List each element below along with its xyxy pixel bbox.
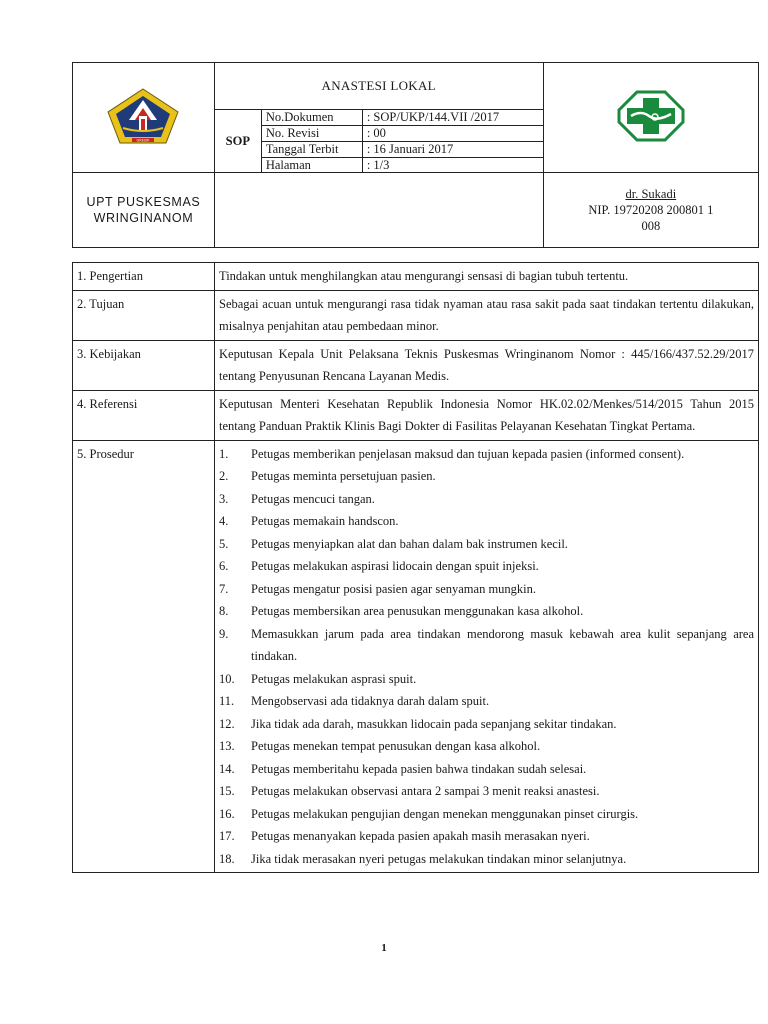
gresik-crest-icon xyxy=(105,86,181,146)
document-title: ANASTESI LOKAL xyxy=(214,63,543,110)
step-number: 5. xyxy=(219,536,229,551)
sop-meta-cell xyxy=(214,110,543,173)
section-text: Tindakan untuk menghilangkan atau mengurangi sensasi di bagian tubuh tertentu. xyxy=(215,263,759,291)
step-number: 12. xyxy=(219,716,235,731)
section-row-kebijakan xyxy=(73,340,759,390)
step-number: 13. xyxy=(219,739,235,753)
section-label: 5. Prosedur xyxy=(73,440,215,873)
signer-name: dr. Sukadi xyxy=(625,187,677,201)
section-text: Keputusan Kepala Unit Pelaksana Teknis Puskesmas Wringinanom Nomor : 445/166/437.52.29/2017 tentang Penyusunan Rencana Layanan Medis. xyxy=(215,340,759,390)
procedure-step xyxy=(219,668,754,691)
step-number: 9. xyxy=(219,626,229,641)
procedure-step xyxy=(219,488,754,511)
meta-row-dokumen xyxy=(261,110,544,126)
section-text: Keputusan Menteri Kesehatan Republik Indonesia Nomor HK.02.02/Menkes/514/2015 Tahun 2015 tentang Panduan Praktik Klinis Bagi Dokter di Fasilitas Pelayanan Kesehatan Tingkat Pertama. xyxy=(215,390,759,440)
meta-value: : 1/3 xyxy=(362,158,544,174)
meta-key: Halaman xyxy=(261,158,362,174)
step-text: Petugas memberikan penjelasan maksud dan tujuan kepada pasien (informed consent). xyxy=(251,446,685,461)
sop-header-table xyxy=(72,62,759,248)
meta-value: : 16 Januari 2017 xyxy=(362,142,544,158)
step-number: 3. xyxy=(219,491,229,506)
meta-row-halaman xyxy=(261,158,544,174)
step-number: 8. xyxy=(219,604,229,618)
step-number: 14. xyxy=(219,761,235,776)
step-number: 4. xyxy=(219,514,229,528)
procedure-step xyxy=(219,758,754,781)
step-number: 16. xyxy=(219,806,235,821)
procedure-cell xyxy=(215,440,759,873)
page-number: 1 xyxy=(381,942,387,954)
procedure-step xyxy=(219,578,754,601)
section-row-referensi xyxy=(73,390,759,440)
step-number: 7. xyxy=(219,581,229,596)
step-number: 2. xyxy=(219,469,229,483)
left-logo-cell xyxy=(73,63,215,173)
meta-key: No.Dokumen xyxy=(261,110,362,126)
organization-cell xyxy=(73,173,215,248)
procedure-step xyxy=(219,465,754,488)
procedure-step xyxy=(219,713,754,736)
step-text: Petugas melakukan aspirasi lidocain dengan spuit injeksi. xyxy=(251,559,539,573)
procedure-step xyxy=(219,443,754,466)
step-text: Petugas menanyakan kepada pasien apakah masih merasakan nyeri. xyxy=(251,829,590,843)
empty-cell xyxy=(214,173,543,248)
step-text: Petugas mengatur posisi pasien agar senyaman mungkin. xyxy=(251,581,537,596)
organization-line-2: WRINGINANOM xyxy=(93,211,194,225)
step-text: Petugas menekan tempat penusukan dengan kasa alkohol. xyxy=(251,739,541,753)
step-text: Petugas melakukan pengujian dengan menekan menggunakan pinset cirurgis. xyxy=(251,806,639,821)
section-row-tujuan xyxy=(73,290,759,340)
step-number: 15. xyxy=(219,784,235,798)
section-label: 3. Kebijakan xyxy=(73,340,215,390)
signer-nip-line-2: 008 xyxy=(641,219,661,233)
meta-key: Tanggal Terbit xyxy=(261,142,362,158)
step-text: Petugas melakukan observasi antara 2 sampai 3 menit reaksi anastesi. xyxy=(251,784,600,798)
step-number: 17. xyxy=(219,829,235,843)
procedure-step xyxy=(219,510,754,533)
sop-content-table xyxy=(72,262,759,873)
meta-value: : SOP/UKP/144.VII /2017 xyxy=(362,110,544,126)
step-number: 11. xyxy=(219,694,235,708)
step-text: Mengobservasi ada tidaknya darah dalam spuit. xyxy=(251,694,490,708)
document-meta-table xyxy=(261,110,544,173)
meta-key: No. Revisi xyxy=(261,126,362,142)
sop-label: SOP xyxy=(225,133,250,148)
step-number: 10. xyxy=(219,671,235,686)
procedure-step xyxy=(219,780,754,803)
step-text: Memasukkan jarum pada area tindakan mendorong masuk kebawah area kulit sepanjang area tindakan. xyxy=(251,626,754,663)
step-text: Petugas meminta persetujuan pasien. xyxy=(251,469,436,483)
step-number: 1. xyxy=(219,446,229,461)
step-text: Petugas memberitahu kepada pasien bahwa tindakan sudah selesai. xyxy=(251,761,587,776)
procedure-list xyxy=(219,443,754,871)
step-number: 18. xyxy=(219,851,235,866)
procedure-step xyxy=(219,848,754,871)
step-text: Petugas melakukan asprasi spuit. xyxy=(251,671,417,686)
section-text: Sebagai acuan untuk mengurangi rasa tidak nyaman atau rasa sakit pada saat tindakan tertentu dilakukan, misalnya penjahitan atau pembedaan minor. xyxy=(215,290,759,340)
meta-value: : 00 xyxy=(362,126,544,142)
right-logo-cell xyxy=(543,63,758,173)
puskesmas-logo-icon xyxy=(617,90,685,142)
procedure-step xyxy=(219,600,754,623)
meta-row-revisi xyxy=(261,126,544,142)
procedure-step xyxy=(219,623,754,668)
section-row-pengertian xyxy=(73,263,759,291)
section-row-prosedur xyxy=(73,440,759,873)
procedure-step xyxy=(219,735,754,758)
procedure-step xyxy=(219,825,754,848)
step-text: Petugas membersikan area penusukan menggunakan kasa alkohol. xyxy=(251,604,584,618)
organization-line-1: UPT PUSKESMAS xyxy=(86,195,201,209)
procedure-step xyxy=(219,533,754,556)
step-text: Petugas memakain handscon. xyxy=(251,514,399,528)
procedure-step xyxy=(219,803,754,826)
procedure-step xyxy=(219,690,754,713)
section-label: 2. Tujuan xyxy=(73,290,215,340)
meta-row-tanggal xyxy=(261,142,544,158)
step-text: Petugas mencuci tangan. xyxy=(251,491,375,506)
crest-caption: GRESIK xyxy=(136,138,150,142)
section-label: 4. Referensi xyxy=(73,390,215,440)
procedure-step xyxy=(219,555,754,578)
step-text: Petugas menyiapkan alat dan bahan dalam bak instrumen kecil. xyxy=(251,536,568,551)
signer-nip-line-1: NIP. 19720208 200801 1 xyxy=(588,203,714,217)
section-label: 1. Pengertian xyxy=(73,263,215,291)
step-text: Jika tidak ada darah, masukkan lidocain pada sepanjang sekitar tindakan. xyxy=(251,716,617,731)
signature-cell xyxy=(543,173,758,248)
step-text: Jika tidak merasakan nyeri petugas melakukan tindakan minor selanjutnya. xyxy=(251,851,627,866)
step-number: 6. xyxy=(219,559,229,573)
